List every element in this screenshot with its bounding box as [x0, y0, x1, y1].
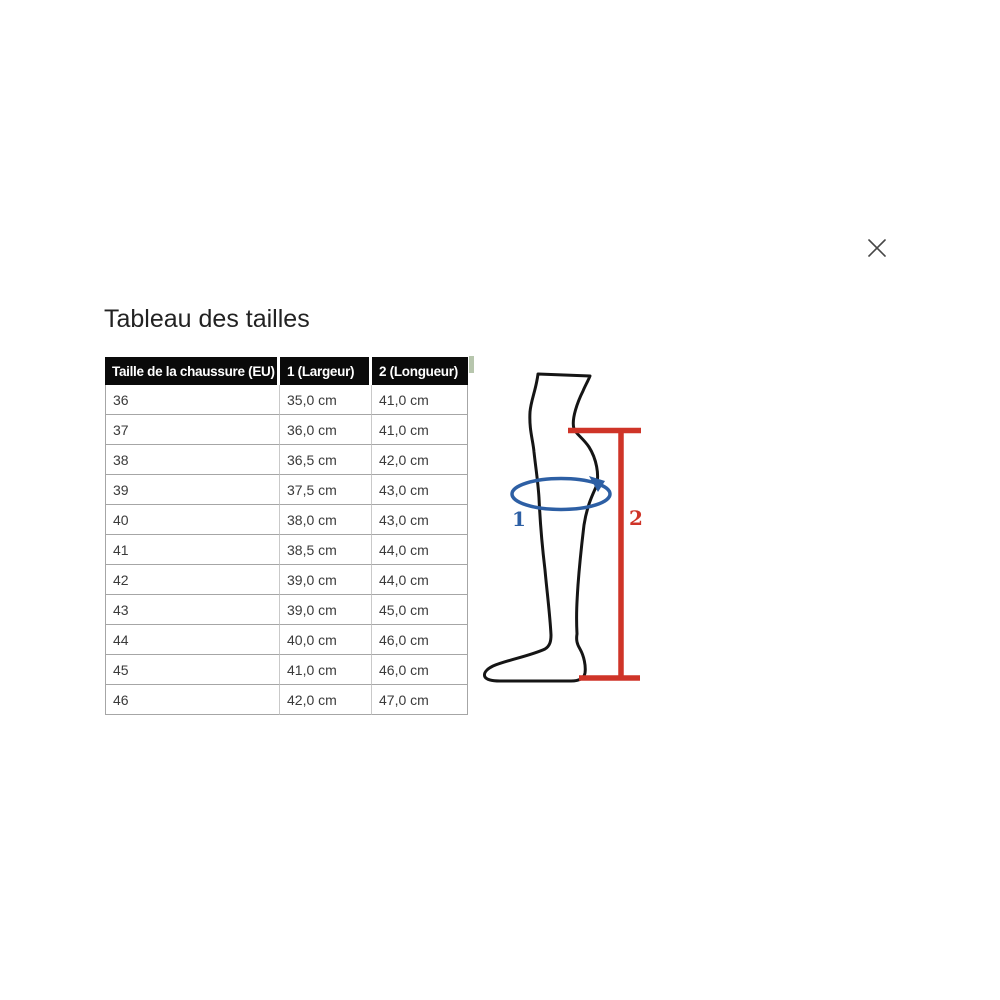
cell-width: 39,0 cm — [280, 565, 372, 595]
cell-length: 43,0 cm — [372, 475, 468, 505]
cell-width: 38,0 cm — [280, 505, 372, 535]
table-row — [105, 445, 468, 475]
page-title: Tableau des tailles — [104, 305, 310, 333]
cell-shoe-size: 36 — [105, 385, 280, 415]
cell-width: 42,0 cm — [280, 685, 372, 715]
table-row — [105, 625, 468, 655]
cell-width: 38,5 cm — [280, 535, 372, 565]
table-row — [105, 475, 468, 505]
cell-width: 35,0 cm — [280, 385, 372, 415]
cell-shoe-size: 38 — [105, 445, 280, 475]
cell-length: 46,0 cm — [372, 625, 468, 655]
cell-width: 39,0 cm — [280, 595, 372, 625]
cell-shoe-size: 40 — [105, 505, 280, 535]
cell-shoe-size: 46 — [105, 685, 280, 715]
cell-shoe-size: 41 — [105, 535, 280, 565]
cell-length: 42,0 cm — [372, 445, 468, 475]
cell-width: 37,5 cm — [280, 475, 372, 505]
cell-length: 45,0 cm — [372, 595, 468, 625]
cell-length: 46,0 cm — [372, 655, 468, 685]
cell-shoe-size: 37 — [105, 415, 280, 445]
table-row — [105, 595, 468, 625]
column-header-shoe-size: Taille de la chaussure (EU) — [105, 357, 280, 385]
table-row — [105, 505, 468, 535]
cell-width: 40,0 cm — [280, 625, 372, 655]
leg-outline — [484, 374, 597, 681]
table-header-row — [105, 357, 468, 385]
column-header-width: 1 (Largeur) — [280, 357, 372, 385]
cell-width: 36,5 cm — [280, 445, 372, 475]
table-row — [105, 535, 468, 565]
cell-length: 44,0 cm — [372, 535, 468, 565]
cell-shoe-size: 39 — [105, 475, 280, 505]
label-length: 2 — [629, 506, 643, 530]
leg-measurement-diagram — [470, 355, 670, 700]
column-header-length: 2 (Longueur) — [372, 357, 468, 385]
table-row — [105, 655, 468, 685]
cell-shoe-size: 43 — [105, 595, 280, 625]
table-row — [105, 385, 468, 415]
cell-length: 41,0 cm — [372, 385, 468, 415]
cell-shoe-size: 44 — [105, 625, 280, 655]
size-table-container — [105, 357, 474, 715]
table-row — [105, 685, 468, 715]
cell-shoe-size: 42 — [105, 565, 280, 595]
table-row — [105, 415, 468, 445]
cell-shoe-size: 45 — [105, 655, 280, 685]
size-table — [105, 357, 468, 715]
label-width: 1 — [512, 507, 526, 531]
cell-length: 44,0 cm — [372, 565, 468, 595]
table-row — [105, 565, 468, 595]
close-button[interactable] — [862, 233, 892, 263]
close-icon — [866, 237, 888, 259]
cell-length: 41,0 cm — [372, 415, 468, 445]
cell-width: 41,0 cm — [280, 655, 372, 685]
cell-width: 36,0 cm — [280, 415, 372, 445]
cell-length: 47,0 cm — [372, 685, 468, 715]
cell-length: 43,0 cm — [372, 505, 468, 535]
